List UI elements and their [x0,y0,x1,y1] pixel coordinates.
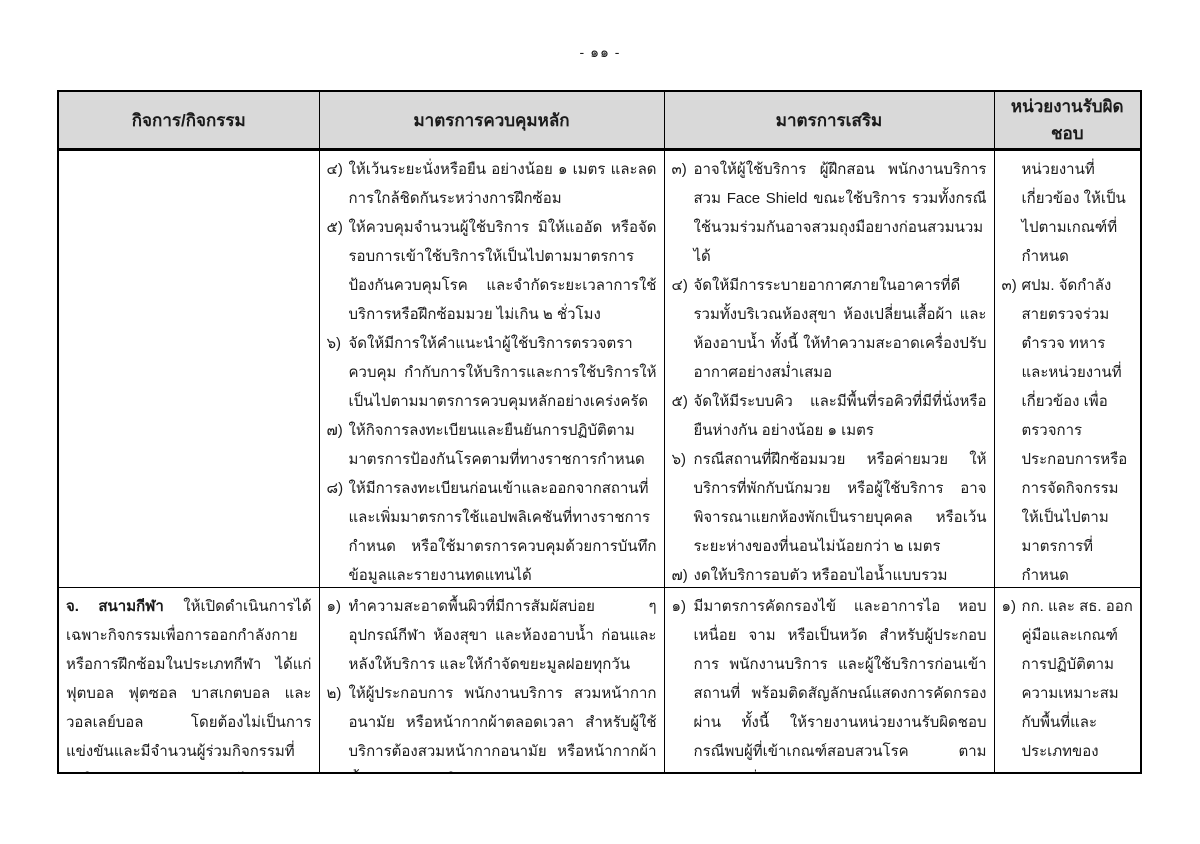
list-item [327,155,657,213]
item-text: จัดให้มีระบบคิว และมีพื้นที่รอคิวที่มีที่นั่งหรือยืนห่างกัน อย่างน้อย ๑ เมตร [693,393,987,439]
cell-main-measures-1 [319,150,664,588]
item-text: ให้ผู้ประกอบการ พนักงานบริการ สวมหน้ากากอนามัย หรือหน้ากากผ้าตลอดเวลา สำหรับผู้ใช้บริการต้องสวมหน้ากากอนามัย หรือหน้ากากผ้า [348,685,657,760]
item-number: ๓) [1001,277,1017,294]
activity-title: จ. สนามกีฬา [66,598,164,615]
item-number: ๗) [326,422,343,439]
col-header-agency: หน่วยงานรับผิดชอบ [994,91,1141,150]
item-text: ให้ควบคุมจำนวนผู้ใช้บริการ มิให้แออัด หรือจัดรอบการเข้าใช้บริการให้เป็นไปตามมาตรการป้องกันควบคุมโรค และจำกัดระยะเวลาการใช้บริการหรือฝึกซ้อมมวย ไม่เกิน ๒ ชั่วโมง [348,219,657,323]
cell-agency-1 [994,150,1141,588]
item-number: ๑) [671,598,687,615]
cell-agency-2 [994,588,1141,774]
item-text: ให้มีการลงทะเบียนก่อนเข้าและออกจากสถานที่ และเพิ่มมาตรการใช้แอปพลิเคชันที่ทางราชการกำหนด หรือใช้มาตรการควบคุมด้วยการบันทึกข้อมูลและรายงานทดแทนได้ [348,480,657,584]
activity-text: ให้เปิดดำเนินการได้เฉพาะกิจกรรมเพื่อการออกกำลังกายหรือการฝึกซ้อมในประเภทกีฬา ได้แก่ ฟุตบอล ฟุตซอล บาสเกตบอล และวอลเลย์บอล โดยต้องไม่เป็นการแข่งขันและมีจำนวนผู้ร่วมกิจกรรมที่ [66,598,312,760]
list-item [327,592,657,679]
item-text: ศปม. จัดกำลังสายตรวจร่วม ตำรวจ ทหาร และหน่วยงานที่เกี่ยวข้อง เพื่อตรวจการประกอบการหรือการจัดกิจกรรมให้เป็นไปตามมาตรการที่กำหนด [1021,277,1128,584]
activity-paragraph [66,592,312,772]
list-item [327,474,657,587]
item-number: ๔) [671,277,688,294]
item-number: ๔) [326,161,343,178]
item-number: ๑) [326,598,342,615]
col-header-extra-measures: มาตรการเสริม [664,91,994,150]
cell-extra-measures-2 [664,588,994,774]
header-row [58,91,1141,150]
table-row-continuation [58,150,1141,588]
list-item [672,387,987,445]
list-item [1002,592,1134,772]
list-item [327,416,657,474]
cell-extra-measures-1 [664,150,994,588]
item-text: กก. และ สธ. ออกคู่มือและเกณฑ์การปฏิบัติตามความเหมาะสมกับพื้นที่และประเภทของ [1021,598,1133,760]
item-text: จัดให้มีการให้คำแนะนำผู้ใช้บริการตรวจตราควบคุม กำกับการให้บริการและการใช้บริการให้เป็นไปตามมาตรการควบคุมหลักอย่างเคร่งครัด [348,335,657,410]
list-item [672,561,987,587]
item-text: ให้กิจการลงทะเบียนและยืนยันการปฏิบัติตามมาตรการป้องกันโรคตามที่ทางราชการกำหนด [348,422,645,468]
page-number: - ๑๑ - [579,44,621,60]
item-number: ๘) [326,480,344,497]
item-text: กรณีสถานที่ฝึกซ้อมมวย หรือค่ายมวย ให้บริการที่พักกับนักมวย หรือผู้ใช้บริการ อาจพิจารณาแยกห้องพักเป็นรายบุคคล หรือเว้นระยะห่างของที่นอนไม่น้อยกว่า ๒ เมตร [693,451,987,555]
cell-activity-2 [58,588,319,774]
item-number: ๓) [671,161,687,178]
measures-table [57,90,1142,774]
list-item [672,155,987,271]
list-item [672,445,987,561]
item-text: ให้เว้นระยะนั่งหรือยืน อย่างน้อย ๑ เมตร และลดการใกล้ชิดกันระหว่างการฝึกซ้อม [348,161,657,207]
item-text: จัดให้มีการระบายอากาศภายในอาคารที่ดี รวมทั้งบริเวณห้องสุขา ห้องเปลี่ยนเสื้อผ้า และห้องอาบน้ำ ทั้งนี้ ให้ทำความสะอาดเครื่องปรับอากาศอย่างสม่ำเสมอ [693,277,987,381]
list-item [1002,155,1134,271]
col-header-main-measures: มาตรการควบคุมหลัก [319,91,664,150]
cell-main-measures-2 [319,588,664,774]
list-item [672,271,987,387]
item-number: ๕) [671,393,688,410]
item-number: ๕) [326,219,343,236]
list-item [327,329,657,416]
item-number: ๑) [1001,598,1017,615]
list-item [327,213,657,329]
item-text: มีมาตรการคัดกรองไข้ และอาการไอ หอบเหนื่อย จาม หรือเป็นหวัด สำหรับผู้ประกอบการ พนักงานบริการ และผู้ใช้บริการก่อนเข้าสถานที่ พร้อมติดสัญลักษณ์แสดงการคัดกรองผ่าน ทั้งนี้ ให้รายงานหน่วยงานรับผิดชอบ กรณีพบผู้ที่เข้าเกณฑ์สอบสวนโรค ตาม [693,598,987,760]
item-number: ๗) [671,567,688,584]
item-text: หน่วยงานที่เกี่ยวข้อง ให้เป็นไปตามเกณฑ์ที่กำหนด [1021,161,1126,265]
item-text: งดให้บริการอบตัว หรืออบไอน้ำแบบรวม [693,567,948,584]
item-text: ทำความสะอาดพื้นผิวที่มีการสัมผัสบ่อย ๆ อุปกรณ์กีฬา ห้องสุขา และห้องอาบน้ำ ก่อนและหลังให้บริการ และให้กำจัดขยะมูลฝอยทุกวัน [348,598,657,673]
item-text: อาจให้ผู้ใช้บริการ ผู้ฝึกสอน พนักงานบริการ สวม Face Shield ขณะใช้บริการ รวมทั้งกรณีใช้นวมร่วมกันอาจสวมถุงมือยางก่อนสวมนวมได้ [693,161,987,265]
list-item [1002,271,1134,587]
item-number: ๖) [326,335,342,352]
item-number: ๖) [671,451,687,468]
table-row-stadium [58,588,1141,774]
list-item [672,592,987,772]
list-item [327,679,657,772]
cell-activity-1 [58,150,319,588]
col-header-activity: กิจการ/กิจกรรม [58,91,319,150]
item-number: ๒) [326,685,342,702]
